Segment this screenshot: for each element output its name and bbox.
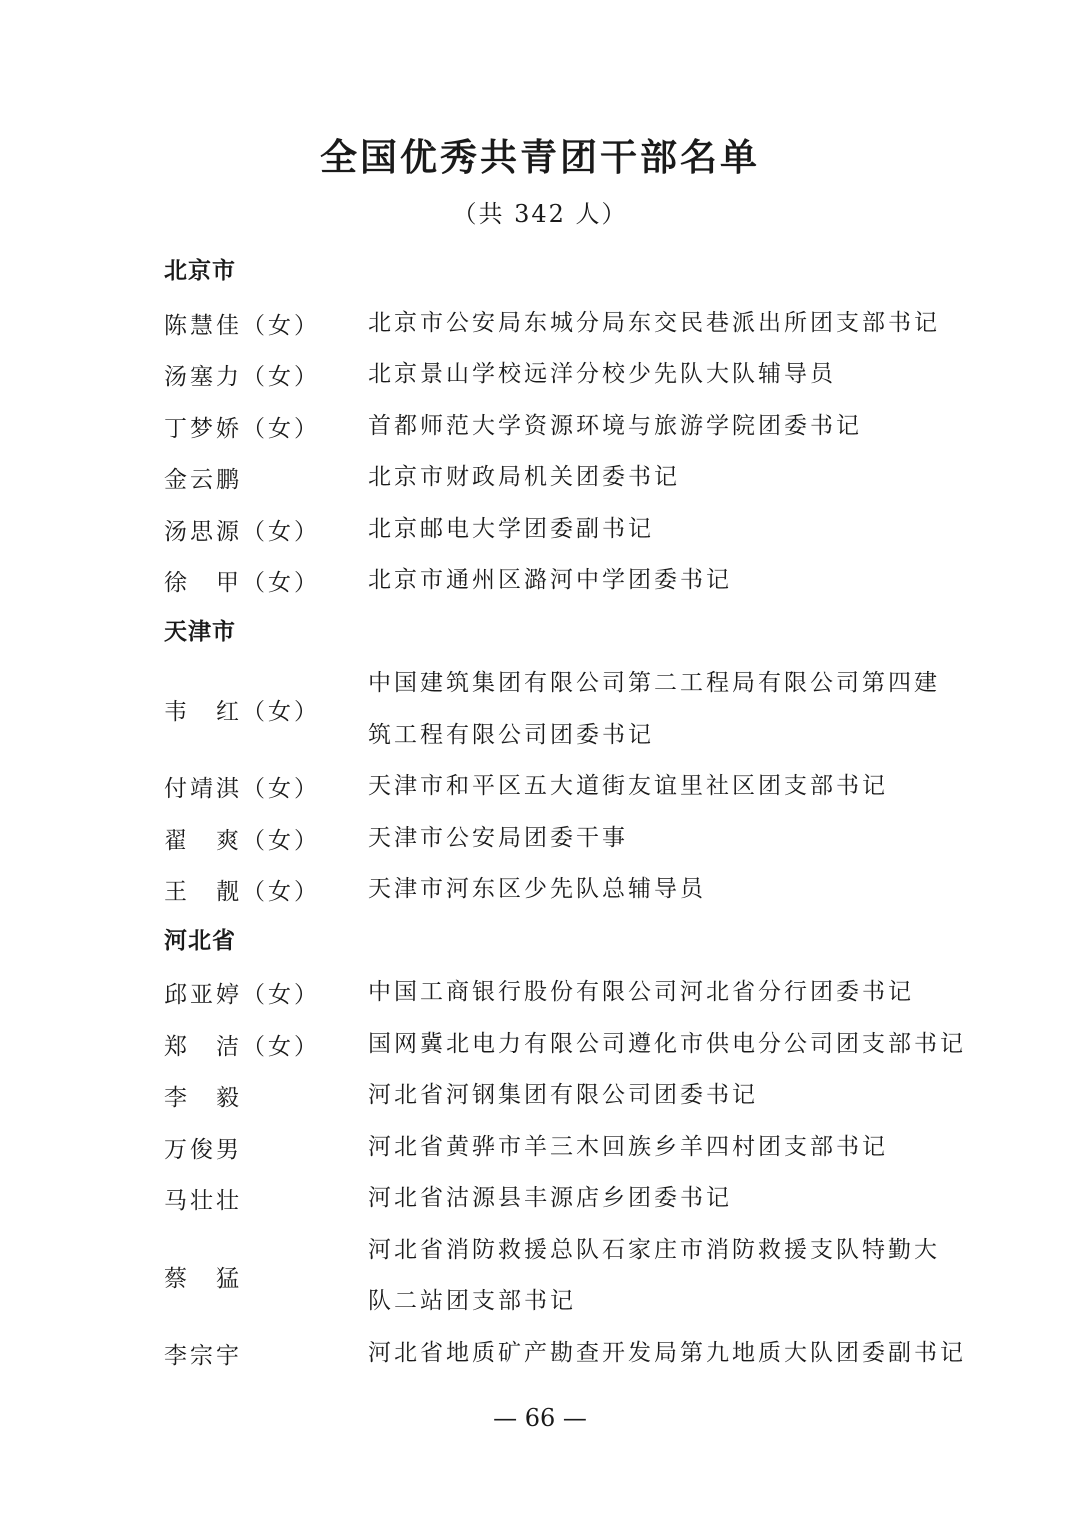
page-number: — 66 — [493, 1404, 587, 1432]
person-unit: 北京市公安局东城分局东交民巷派出所团支部书记 [368, 309, 940, 336]
person-unit: 河北省河钢集团有限公司团委书记 [368, 1082, 758, 1108]
person-name: 金云鹏 [164, 467, 242, 494]
list-item [164, 1173, 964, 1225]
list-item [164, 761, 964, 813]
person-unit: 北京邮电大学团委副书记 [368, 515, 654, 542]
list-item [164, 658, 964, 761]
person-name: 汤塞力（女） [164, 364, 320, 391]
person-unit: 北京景山学校远洋分校少先队大队辅导员 [368, 361, 836, 387]
person-unit: 首都师范大学资源环境与旅游学院团委书记 [368, 412, 862, 439]
list-item [164, 1122, 964, 1174]
person-unit: 天津市和平区五大道街友谊里社区团支部书记 [368, 773, 888, 799]
list-item [164, 864, 964, 916]
person-unit: 河北省黄骅市羊三木回族乡羊四村团支部书记 [368, 1133, 888, 1160]
person-name: 万俊男 [164, 1136, 242, 1163]
person-name: 汤思源（女） [164, 518, 320, 545]
list-item [164, 298, 964, 350]
person-name: 邱亚婷（女） [164, 982, 320, 1009]
list-item [164, 1225, 964, 1328]
person-name: 马壮壮 [164, 1188, 242, 1215]
person-unit: 河北省沽源县丰源店乡团委书记 [368, 1185, 732, 1211]
person-name: 徐 甲（女） [164, 570, 320, 597]
list-item [164, 967, 964, 1019]
list-item [164, 1019, 964, 1071]
list-item [164, 1070, 964, 1122]
document-title: 全国优秀共青团干部名单 [320, 136, 760, 179]
province-heading-beijing: 北京市 [164, 258, 236, 284]
person-name: 王 靓（女） [164, 879, 320, 906]
list-item [164, 555, 964, 607]
name-list [164, 246, 964, 1379]
person-name: 李 毅 [164, 1085, 242, 1112]
list-item [164, 813, 964, 865]
list-item [164, 452, 964, 504]
list-item [164, 1328, 964, 1380]
person-unit: 河北省地质矿产勘查开发局第九地质大队团委副书记 [368, 1339, 966, 1366]
person-unit: 中国工商银行股份有限公司河北省分行团委书记 [368, 979, 914, 1005]
person-unit: 河北省消防救援总队石家庄市消防救援支队特勤大队二站团支部书记 [368, 1236, 940, 1314]
person-name: 丁梦娇（女） [164, 415, 320, 442]
person-name: 陈慧佳（女） [164, 312, 320, 339]
list-item [164, 401, 964, 453]
person-name: 郑 洁（女） [164, 1033, 320, 1060]
list-item [164, 349, 964, 401]
province-heading-hebei: 河北省 [164, 927, 236, 954]
person-name: 韦 红（女） [164, 699, 320, 725]
list-item [164, 504, 964, 556]
person-unit: 天津市河东区少先队总辅导员 [368, 876, 706, 902]
person-unit: 北京市财政局机关团委书记 [368, 464, 680, 490]
total-count: （共 342 人） [452, 200, 628, 228]
person-name: 付靖淇（女） [164, 776, 320, 803]
person-unit: 天津市公安局团委干事 [368, 824, 628, 851]
person-unit: 北京市通州区潞河中学团委书记 [368, 567, 732, 593]
province-heading-tianjin: 天津市 [164, 618, 236, 645]
person-name: 翟 爽（女） [164, 827, 320, 854]
person-unit: 国网冀北电力有限公司遵化市供电分公司团支部书记 [368, 1030, 966, 1057]
person-name: 蔡 猛 [164, 1265, 242, 1292]
person-name: 李宗宇 [164, 1342, 242, 1369]
person-unit: 中国建筑集团有限公司第二工程局有限公司第四建筑工程有限公司团委书记 [368, 670, 940, 748]
